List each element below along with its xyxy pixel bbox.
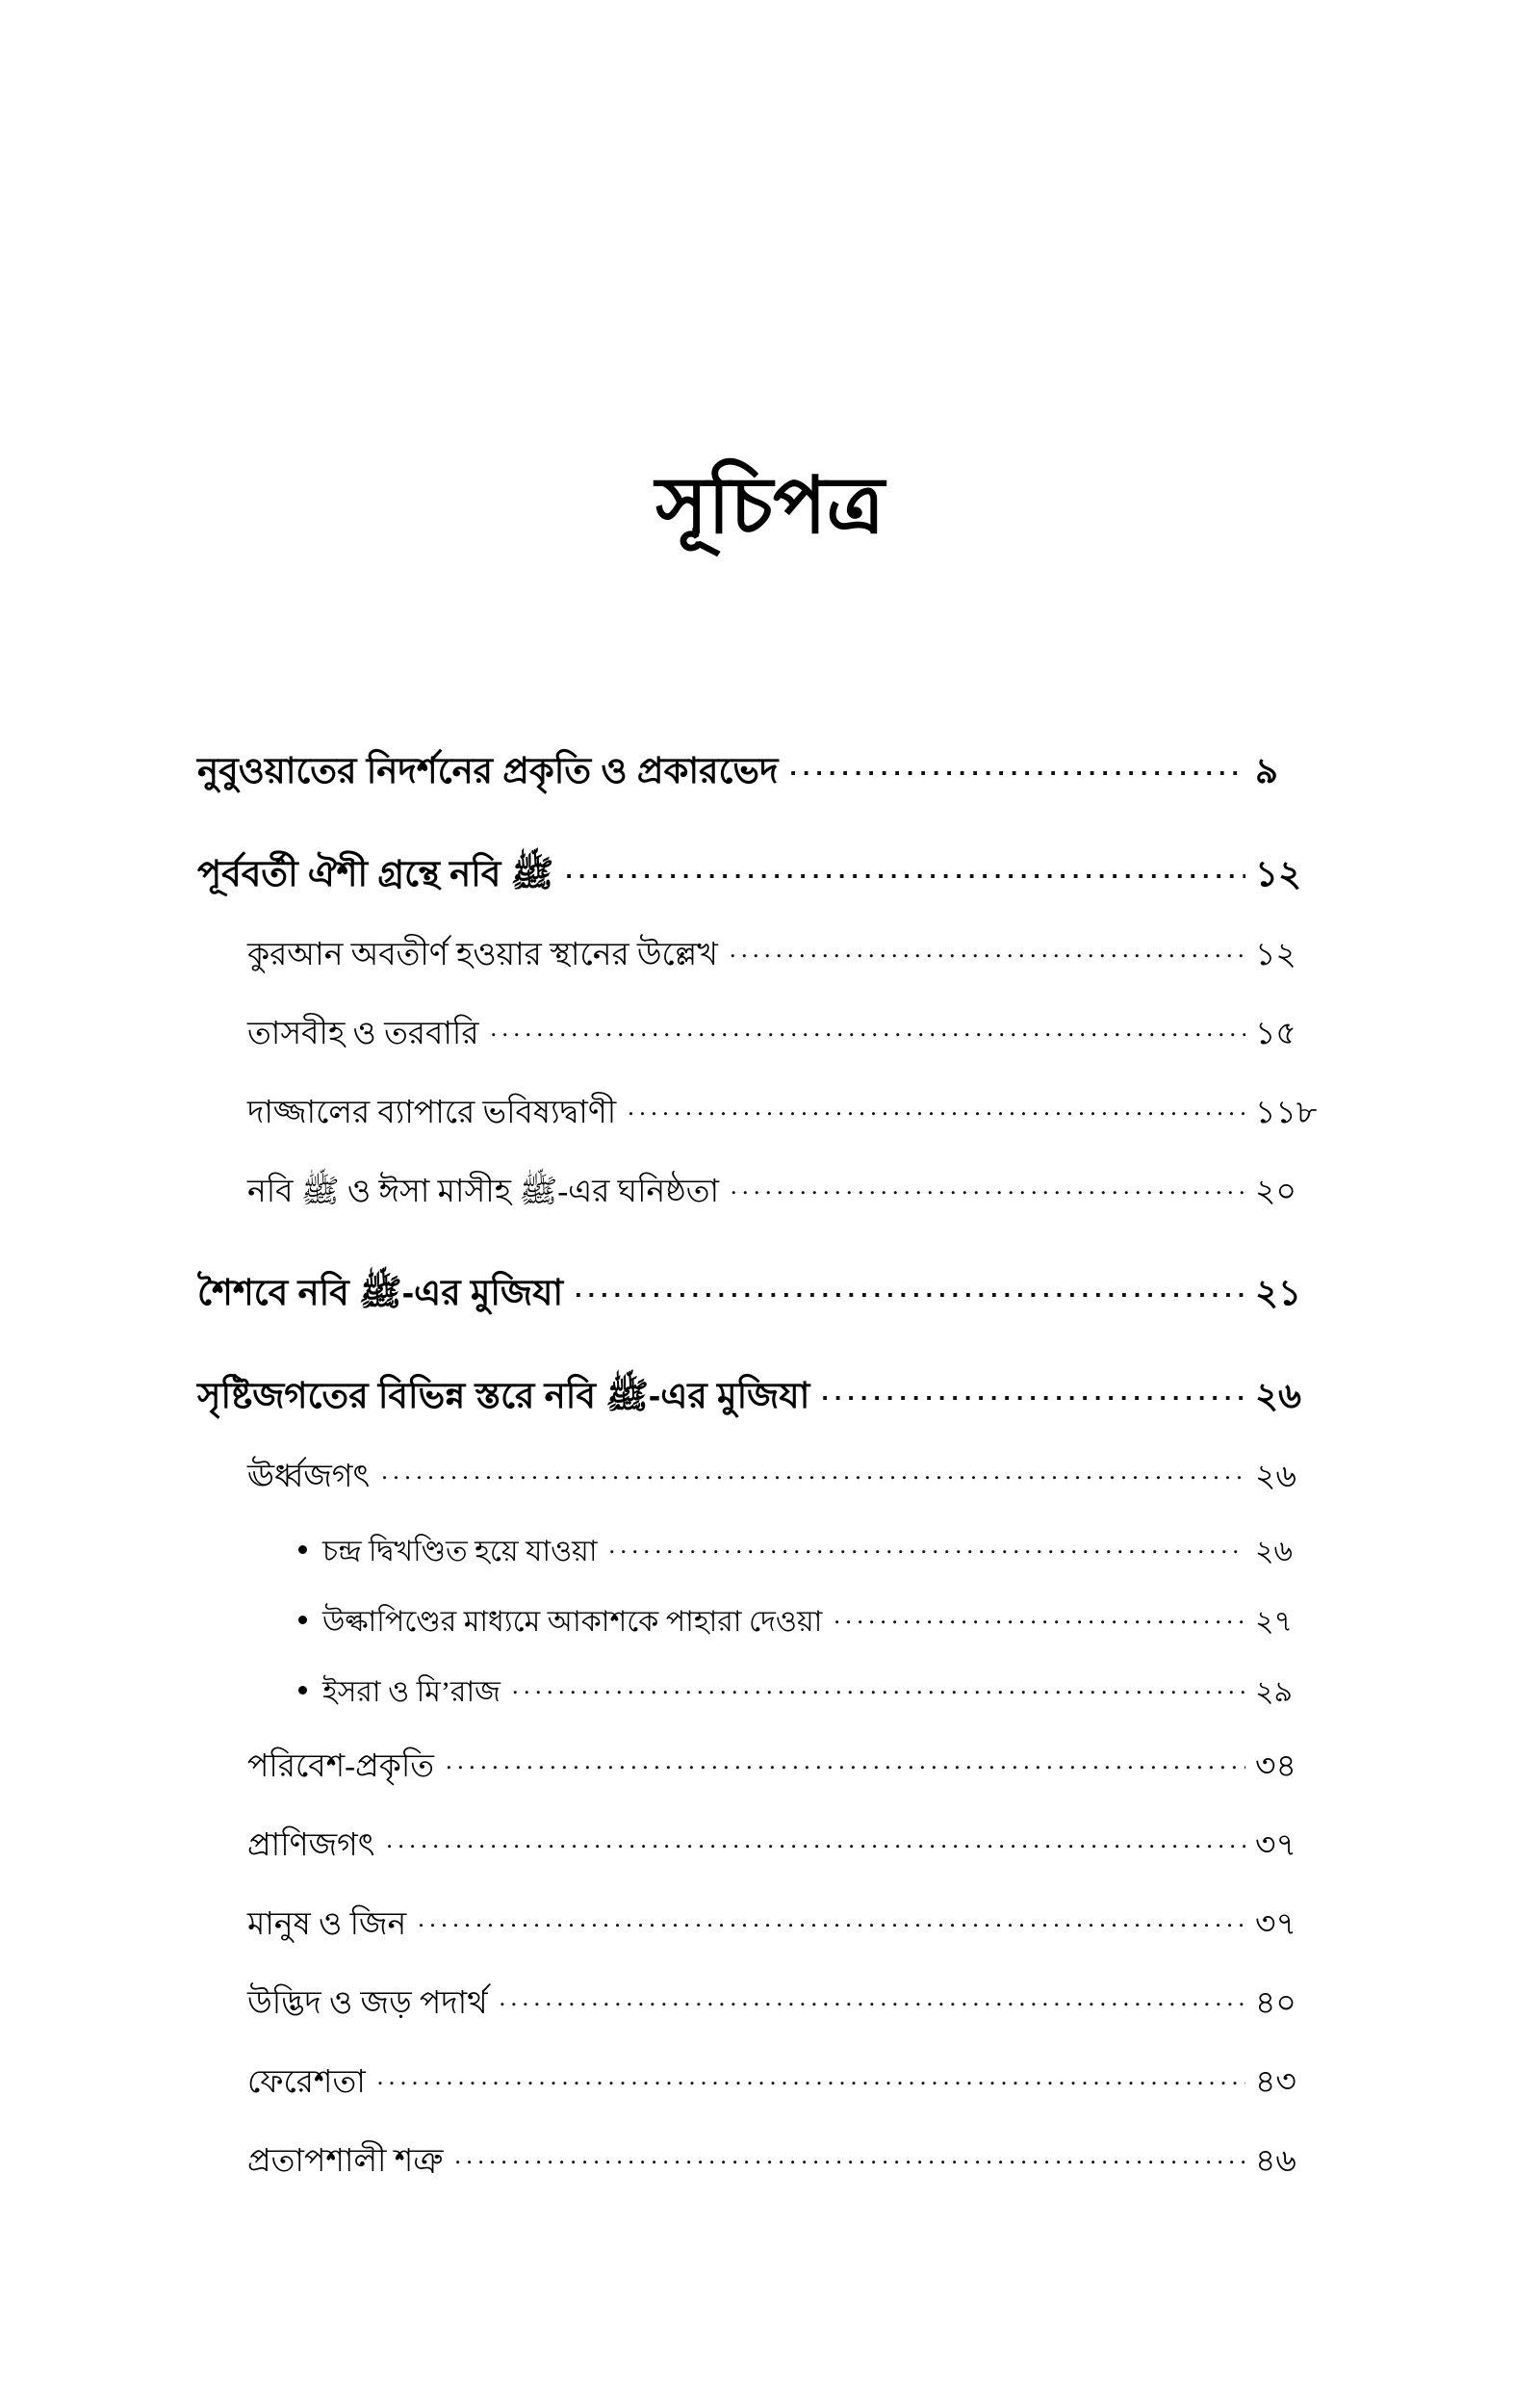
- toc-entry-page-number: ১৫: [1255, 1017, 1296, 1051]
- toc-entry-page-number: ২১: [1255, 1273, 1302, 1312]
- section-spacer: [197, 1232, 1348, 1254]
- toc-leader-dots: [446, 1745, 1245, 1776]
- toc-entry-label: ফেরেশতা: [247, 2065, 366, 2100]
- toc-entry[interactable]: [298, 1517, 1348, 1588]
- toc-entry[interactable]: [247, 1886, 1348, 1965]
- toc-leader-dots: [491, 1012, 1245, 1044]
- toc-entry-page-number: ৪৩: [1255, 2065, 1296, 2100]
- toc-entry-label: মানুষ ও জিন: [247, 1907, 407, 1942]
- toc-entry-page-number: ২৬: [1255, 1376, 1302, 1415]
- toc-leader-dots: [500, 1981, 1245, 2013]
- toc-entry-page-number: ৩৪: [1255, 1749, 1296, 1784]
- bullet-icon: [298, 1616, 307, 1624]
- toc-leader-dots: [834, 1602, 1245, 1631]
- toc-entry-label: পূর্ববর্তী ঐশী গ্রন্থে নবি ﷺ: [197, 854, 554, 893]
- toc-entry-page-number: ১২: [1255, 938, 1296, 972]
- toc-entry-label: ইসরা ও মি’রাজ: [322, 1676, 500, 1708]
- toc-leader-dots: [377, 2060, 1245, 2092]
- toc-entry[interactable]: [247, 1965, 1348, 2044]
- toc-entry[interactable]: [247, 2044, 1348, 2123]
- toc-entry-label: তাসবীহ ও তরবারি: [247, 1017, 479, 1051]
- toc-entry-page-number: ৩৭: [1255, 1907, 1296, 1942]
- toc-leader-dots: [565, 850, 1245, 886]
- toc-entry-label: দাজ্জালের ব্যাপারে ভবিষ্যদ্বাণী: [247, 1096, 617, 1130]
- toc-leader-dots: [609, 1532, 1245, 1561]
- toc-entry-page-number: ১১৮: [1255, 1096, 1318, 1130]
- toc-entry-label: উদ্ভিদ ও জড় পদার্থ: [247, 1986, 488, 2021]
- toc-entry-label: চন্দ্র দ্বিখণ্ডিত হয়ে যাওয়া: [322, 1536, 598, 1567]
- toc-entry-label: ঊর্ধ্বজগৎ: [247, 1460, 371, 1494]
- toc-entry-label: নুবুওয়াতের নিদর্শনের প্রকৃতি ও প্রকারভেদ: [197, 751, 779, 790]
- toc-entry[interactable]: [197, 732, 1348, 814]
- section-spacer: [197, 814, 1348, 835]
- toc-entry-label: পরিবেশ-প্রকৃতি: [247, 1749, 435, 1784]
- toc-entry-label: প্রাণিজগৎ: [247, 1828, 375, 1863]
- toc-leader-dots: [628, 1091, 1245, 1123]
- toc-entry-page-number: ২০: [1255, 1175, 1296, 1209]
- toc-entry[interactable]: [298, 1588, 1348, 1658]
- toc-entry[interactable]: [197, 1357, 1348, 1438]
- toc-entry[interactable]: [247, 996, 1348, 1074]
- toc-entry-page-number: ২৯: [1255, 1676, 1293, 1708]
- bullet-icon: [298, 1545, 307, 1554]
- toc-leader-dots: [381, 1455, 1245, 1487]
- toc-leader-dots: [730, 933, 1245, 965]
- toc-entry-page-number: ২৬: [1255, 1460, 1296, 1494]
- toc-entry-label: সৃষ্টিজগতের বিভিন্ন স্তরে নবি ﷺ-এর মুজিযা: [197, 1376, 810, 1415]
- toc-leader-dots: [454, 2139, 1245, 2171]
- toc-entry-page-number: ২৬: [1255, 1536, 1294, 1567]
- toc-entry-page-number: ৪০: [1255, 1986, 1296, 2021]
- toc-leader-dots: [821, 1372, 1245, 1408]
- toc-leader-dots: [731, 1170, 1245, 1202]
- toc-entry-label: কুরআন অবতীর্ণ হওয়ার স্থানের উল্লেখ: [247, 938, 718, 972]
- toc-leader-dots: [575, 1269, 1245, 1305]
- toc-entry-label: শৈশবে নবি ﷺ-এর মুজিযা: [197, 1273, 564, 1312]
- section-spacer: [197, 1335, 1348, 1357]
- toc-entry[interactable]: [247, 917, 1348, 996]
- toc-entry-page-number: ১২: [1255, 854, 1302, 893]
- toc-entry[interactable]: [247, 2123, 1348, 2202]
- toc-entry-page-number: ২৭: [1255, 1606, 1294, 1638]
- toc-entry[interactable]: [247, 1153, 1348, 1232]
- toc-leader-dots: [418, 1902, 1245, 1934]
- toc-entry-page-number: ৩৭: [1255, 1828, 1296, 1863]
- toc-entry[interactable]: [197, 1254, 1348, 1335]
- toc-leader-dots: [386, 1824, 1245, 1855]
- toc-entry[interactable]: [298, 1658, 1348, 1728]
- toc-entry[interactable]: [247, 1728, 1348, 1807]
- toc-entry[interactable]: [197, 835, 1348, 917]
- toc-entry[interactable]: [247, 1074, 1348, 1153]
- toc-entry-page-number: ৪৬: [1255, 2144, 1296, 2179]
- toc-entry-label: প্রতাপশালী শত্রু: [247, 2144, 444, 2179]
- toc-entry-label: নবি ﷺ ও ঈসা মাসীহ ﷺ-এর ঘনিষ্ঠতা: [247, 1175, 720, 1209]
- toc-entry[interactable]: [247, 1807, 1348, 1886]
- page-title: সূচিপত্র: [655, 461, 885, 550]
- toc-entry-label: উল্কাপিণ্ডের মাধ্যমে আকাশকে পাহারা দেওয়া: [322, 1606, 823, 1638]
- toc-entry-page-number: ৯: [1255, 751, 1279, 790]
- toc-leader-dots: [789, 747, 1245, 783]
- toc-leader-dots: [512, 1672, 1245, 1701]
- toc-entry[interactable]: [247, 1438, 1348, 1517]
- bullet-icon: [298, 1686, 307, 1695]
- table-of-contents-list: [197, 732, 1348, 2202]
